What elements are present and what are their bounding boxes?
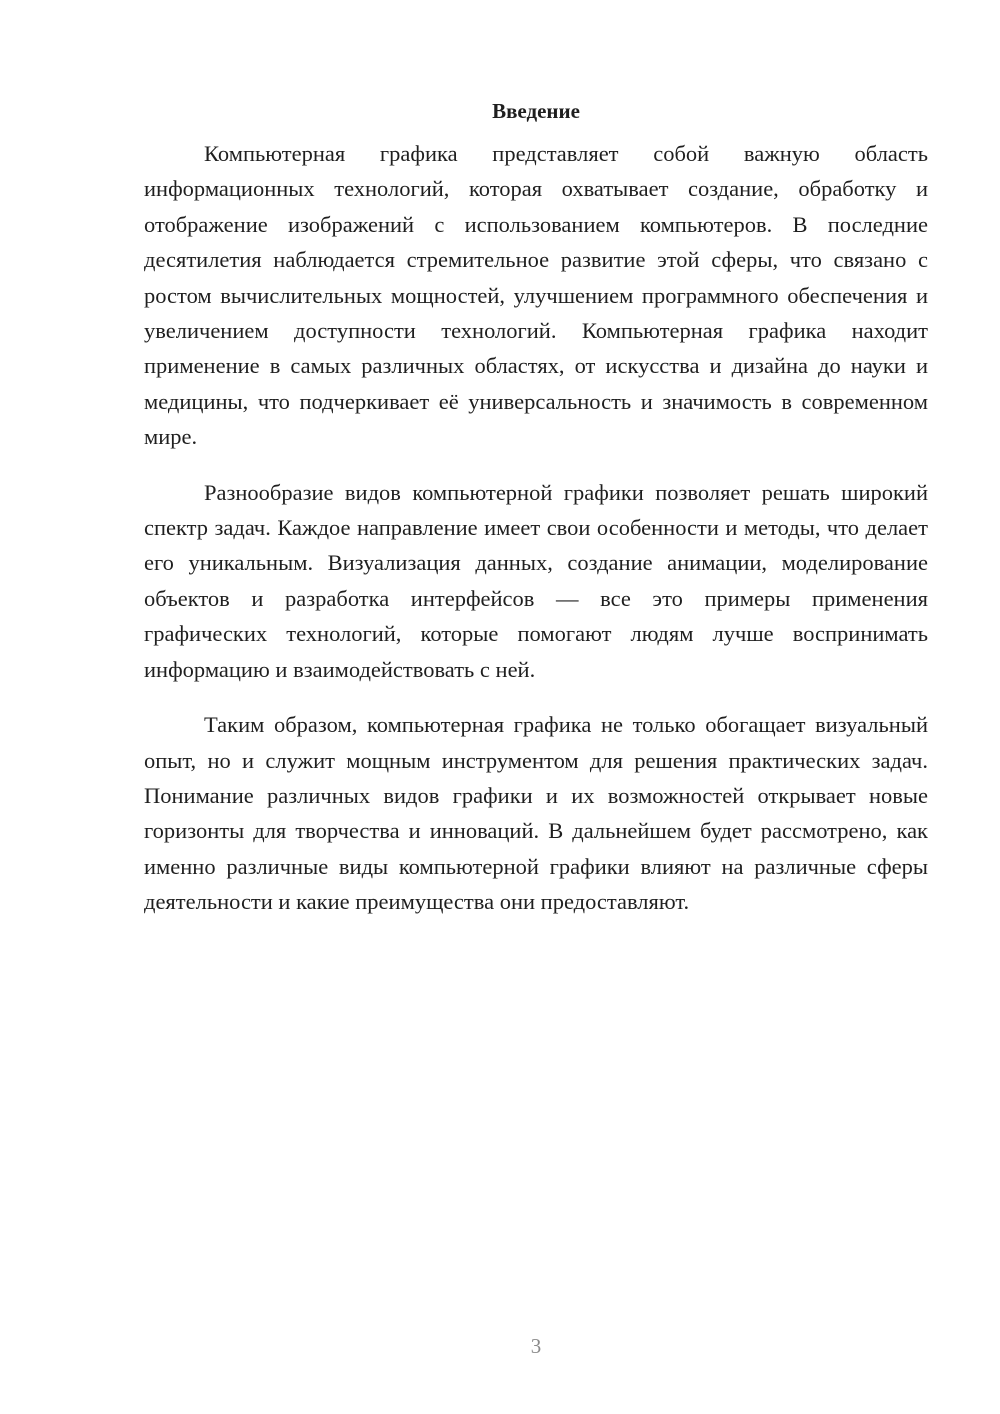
paragraph-2: Разнообразие видов компьютерной графики позволяет решать широкий спектр задач. Каждое направление имеет свои особенности и методы, что делает его уникальным. Визуализация данных, создание анимации, моделирование объектов и разработка интерфейсов — все это примеры применения графических технологий, которые помогают людям лучше воспринимать информацию и взаимодействовать с ней.: [144, 479, 928, 682]
page-content: [144, 96, 928, 920]
page-number: 3: [530, 1334, 542, 1358]
section-title: Введение: [492, 99, 580, 123]
paragraph-3: Таким образом, компьютерная графика не только обогащает визуальный опыт, но и служит мощным инструментом для решения практических задач. Понимание различных видов графики и их возможностей открывает новые горизонты для творчества и инноваций. В дальнейшем будет рассмотрено, как именно различные виды компьютерной графики влияют на различные сферы деятельности и какие преимущества они предоставляют.: [144, 712, 928, 915]
paragraph-1: Компьютерная графика представляет собой важную область информационных технологий, которая охватывает создание, обработку и отображение изображений с использованием компьютеров. В последние десятилетия наблюдается стремительное развитие этой сферы, что связано с ростом вычислительных мощностей, улучшением программного обеспечения и увеличением доступности технологий. Компьютерная графика находит применение в самых различных областях, от искусства и дизайна до науки и медицины, что подчеркивает её универсальность и значимость в современном мире.: [144, 141, 928, 450]
